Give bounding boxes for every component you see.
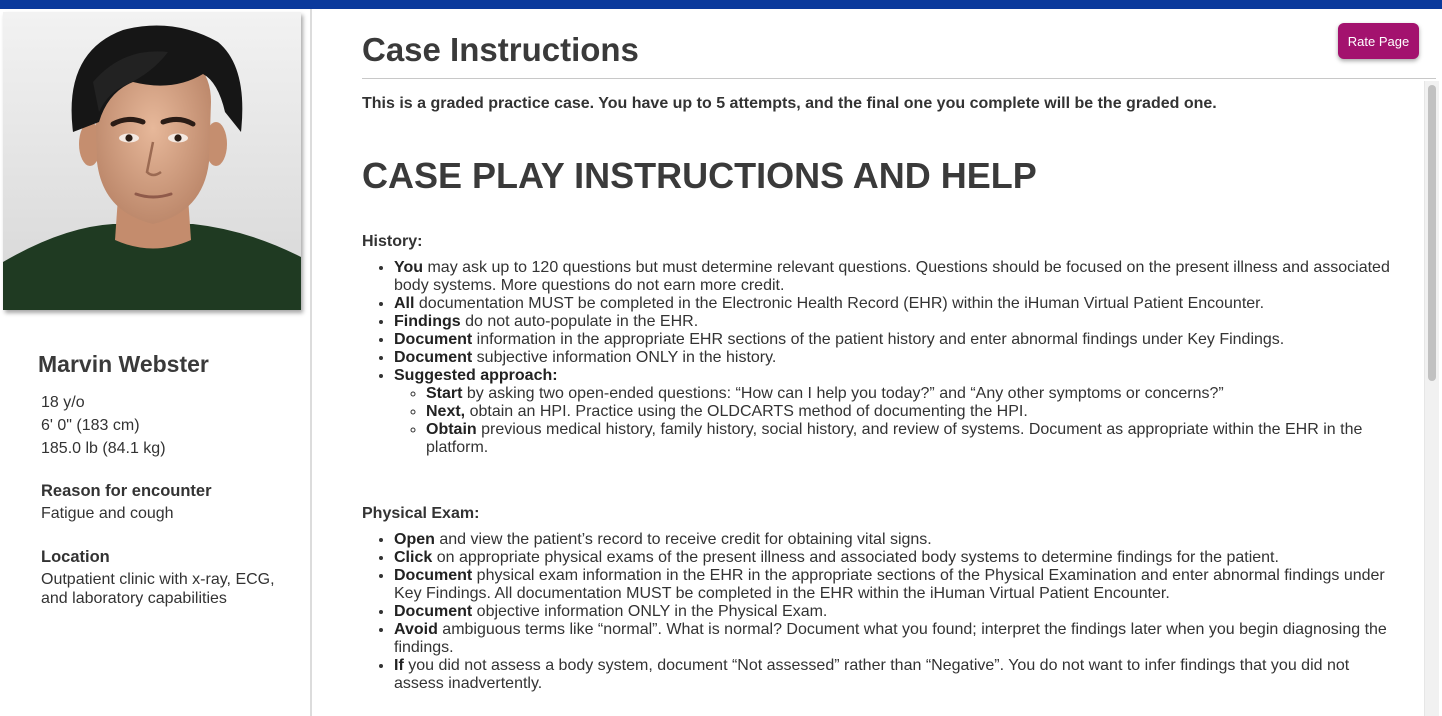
list-item: • Avoid ambiguous terms like “normal”. What is normal? Document what you found; interpret the findings later when you begin diagnosing the findings. bbox=[394, 621, 1394, 657]
list-item: • Findings do not auto-populate in the EHR. bbox=[394, 313, 1394, 331]
patient-height: 6' 0" (183 cm) bbox=[41, 417, 140, 434]
list-item: • Click on appropriate physical exams of the present illness and associated body systems to determine findings for the patient. bbox=[394, 549, 1394, 567]
list-item: • All documentation MUST be completed in the Electronic Health Record (EHR) within the iHuman Virtual Patient Encounter. bbox=[394, 295, 1394, 313]
main-content bbox=[314, 9, 1442, 716]
patient-name: Marvin Webster bbox=[38, 351, 209, 377]
instructions-content bbox=[362, 95, 1390, 692]
list-item: • Document physical exam information in the EHR in the appropriate sections of the Physical Examination and enter abnormal findings under Key Findings. All documentation MUST be completed in the EHR within the iHuman Virtual Patient Encounter. bbox=[394, 567, 1394, 603]
title-divider bbox=[362, 78, 1436, 79]
list-item: ◦ Obtain previous medical history, family history, social history, and review of systems. Document as appropriate within the EHR in the platform. bbox=[426, 421, 1394, 457]
patient-weight: 185.0 lb (84.1 kg) bbox=[41, 440, 166, 457]
history-heading: History: bbox=[362, 233, 423, 250]
graded-note: This is a graded practice case. You have up to 5 attempts, and the final one you complete will be the graded one. bbox=[362, 95, 1217, 112]
top-accent-bar bbox=[0, 0, 1442, 9]
suggested-approach-list bbox=[394, 385, 1394, 457]
list-item: • You may ask up to 120 questions but must determine relevant questions. Questions should be focused on the present illness and associated body systems. More questions do not earn more credit. bbox=[394, 259, 1394, 295]
reason-value: Fatigue and cough bbox=[41, 505, 174, 522]
list-item: • Document information in the appropriate EHR sections of the patient history and enter abnormal findings under Key Findings. bbox=[394, 331, 1394, 349]
page-title: Case Instructions bbox=[362, 31, 639, 68]
reason-label: Reason for encounter bbox=[41, 482, 212, 500]
list-item: • Open and view the patient’s record to receive credit for obtaining vital signs. bbox=[394, 531, 1394, 549]
patient-panel bbox=[0, 9, 312, 716]
patient-portrait-icon bbox=[3, 12, 301, 310]
list-item: • If you did not assess a body system, document “Not assessed” rather than “Negative”. You do not want to infer findings that you did not assess inadvertently. bbox=[394, 657, 1394, 693]
main-heading: CASE PLAY INSTRUCTIONS AND HELP bbox=[362, 155, 1037, 196]
exam-list bbox=[362, 531, 1394, 693]
content-scrollbar[interactable] bbox=[1424, 81, 1439, 716]
list-item: ◦ Start by asking two open-ended questions: “How can I help you today?” and “Any other symptoms or concerns?” bbox=[426, 385, 1394, 403]
list-item: • Suggested approach: ◦ Start by asking two open-ended questions: “How can I help you today?” and “Any other symptoms or concerns?” ◦ Next, obtain an HPI. Practice using the OLDCARTS method of documenting the HPI. ◦ Obtain previous medical history, family history, social history, and review of systems. Document as appropriate within the EHR in the platform. bbox=[394, 367, 1394, 457]
patient-age: 18 y/o bbox=[41, 394, 85, 411]
scrollbar-thumb[interactable] bbox=[1428, 85, 1436, 381]
location-value: Outpatient clinic with x-ray, ECG, and laboratory capabilities bbox=[41, 571, 275, 607]
list-item: ◦ Next, obtain an HPI. Practice using the OLDCARTS method of documenting the HPI. bbox=[426, 403, 1394, 421]
rate-page-button[interactable]: Rate Page bbox=[1338, 23, 1419, 59]
exam-heading: Physical Exam: bbox=[362, 505, 480, 522]
patient-avatar bbox=[3, 12, 301, 310]
patient-stats bbox=[41, 391, 166, 460]
history-list bbox=[362, 259, 1394, 457]
list-item: • Document subjective information ONLY in the history. bbox=[394, 349, 1394, 367]
list-item: • Document objective information ONLY in the Physical Exam. bbox=[394, 603, 1394, 621]
location-label: Location bbox=[41, 548, 110, 566]
